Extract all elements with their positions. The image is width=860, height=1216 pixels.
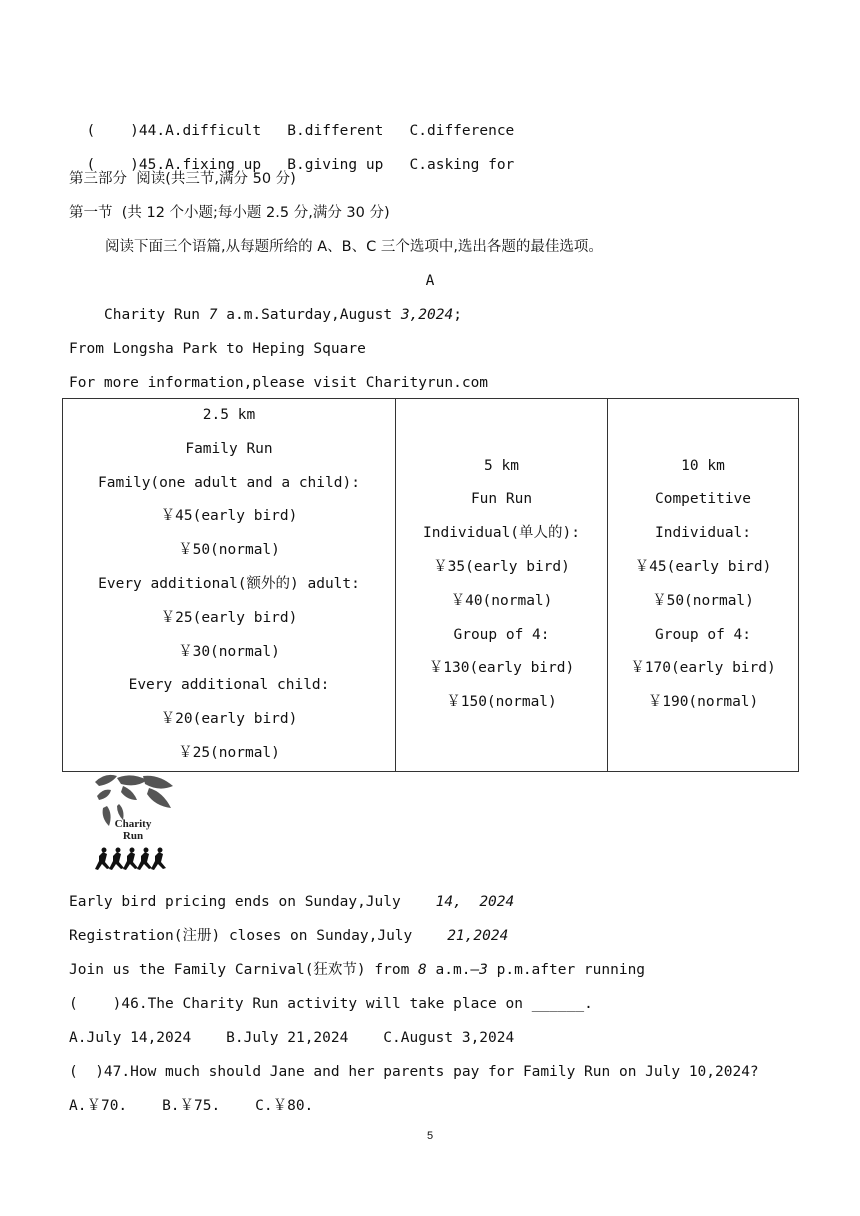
fee-label: Group of 4:: [654, 626, 752, 643]
fee-price: ￥190(normal): [647, 694, 759, 711]
answer-paren: ( ): [69, 996, 122, 1012]
fee-label: Family(one adult and a child):: [98, 474, 360, 491]
fee-price: ￥150(normal): [446, 694, 557, 711]
question-number: 44.: [138, 123, 166, 139]
fee-label: Individual:: [654, 525, 752, 542]
question-47: [69, 1062, 759, 1082]
run-type: Fun Run: [470, 491, 533, 508]
fee-price: ￥30(normal): [178, 643, 280, 660]
page-number: 5: [426, 1130, 434, 1142]
fee-price: ￥50(normal): [178, 542, 280, 559]
registration-note: [69, 926, 508, 946]
fee-price: ￥45(early bird): [160, 508, 298, 525]
event-date: 3,2024: [400, 307, 454, 323]
option-c: C.asking for: [409, 157, 515, 173]
family-run-cell: [63, 399, 396, 772]
fee-price: ￥170(early bird): [630, 660, 776, 677]
section1-title: 第一节 (共 12 个小题;每小题 2.5 分,满分 30 分): [69, 205, 390, 221]
logo-text-charity: Charity: [114, 818, 152, 830]
punctuation: ;: [453, 307, 462, 323]
option-b: B.giving up: [287, 157, 384, 173]
ad-info: For more information,please visit Charityrun.com: [69, 375, 489, 391]
logo-text-run: Run: [122, 830, 144, 842]
distance: 5 km: [484, 457, 519, 474]
fee-price: ￥40(normal): [450, 592, 553, 609]
instructions: 阅读下面三个语篇,从每题所给的 A、B、C 三个选项中,选出各题的最佳选项。: [105, 239, 603, 255]
question-number: 45.: [138, 157, 166, 173]
note-time: 8: [418, 962, 427, 978]
competitive-run-cell: [608, 399, 799, 772]
carnival-note: [69, 960, 645, 980]
option-a: A.fixing up: [165, 157, 262, 173]
answer-paren: ( ): [86, 123, 139, 139]
distance: 10 km: [681, 457, 725, 474]
early-bird-note: [69, 892, 514, 912]
option-c: C.difference: [409, 123, 515, 139]
fee-price: ￥20(early bird): [160, 711, 298, 728]
note-text: Registration(注册) closes on Sunday,July: [69, 928, 430, 944]
ad-line-1: [104, 305, 462, 325]
question-47-options: A.￥70. B.￥75. C.￥80.: [69, 1098, 314, 1114]
event-time: 7: [208, 307, 218, 323]
note-text: p.m.after running: [487, 962, 646, 978]
question-46-options: A.July 14,2024 B.July 21,2024 C.August 3,2024: [69, 1030, 515, 1046]
note-text: Early bird pricing ends on Sunday,July: [69, 894, 419, 910]
answer-paren: ( ): [69, 1064, 104, 1080]
answer-paren: ( ): [86, 157, 139, 173]
note-time: 3: [479, 962, 488, 978]
fee-label: Every additional(额外的) adult:: [98, 575, 360, 592]
fee-price: ￥35(early bird): [433, 559, 570, 576]
note-date: 21,2024: [447, 928, 509, 944]
note-text: Join us the Family Carnival(狂欢节) from: [69, 962, 419, 978]
question-46: [69, 994, 593, 1014]
fee-price: ￥45(early bird): [634, 559, 772, 576]
fee-label: Group of 4:: [453, 626, 550, 643]
question-stem: 47.How much should Jane and her parents pay for Family Run on July 10,2024?: [103, 1064, 759, 1080]
fee-label: Individual(单人的):: [423, 525, 580, 542]
event-name: Charity Run: [104, 307, 209, 323]
run-type: Competitive: [654, 491, 752, 508]
ad-route: From Longsha Park to Heping Square: [69, 341, 366, 357]
option-a: A.difficult: [165, 123, 262, 139]
option-b: B.different: [287, 123, 384, 139]
event-day: a.m.Saturday,August: [217, 307, 401, 323]
question-stem: 46.The Charity Run activity will take place on ______.: [121, 996, 593, 1012]
run-type: Family Run: [185, 440, 273, 457]
runners-silhouette: [95, 848, 166, 871]
fun-run-cell: [396, 399, 608, 772]
fee-price: ￥130(early bird): [428, 660, 575, 677]
charity-run-logo: [87, 770, 179, 884]
fee-price: ￥25(early bird): [160, 609, 298, 626]
note-text: a.m.—: [426, 962, 480, 978]
distance: 2.5 km: [202, 407, 256, 423]
part3-title: 第三部分 阅读(共三节,满分 50 分): [69, 171, 296, 187]
fee-price: ￥25(normal): [178, 744, 280, 761]
passage-label: A: [425, 273, 435, 289]
fee-table: [62, 398, 799, 772]
fee-price: ￥50(normal): [652, 592, 754, 609]
fee-label: Every additional child:: [128, 677, 330, 694]
note-date: 14, 2024: [435, 894, 515, 910]
